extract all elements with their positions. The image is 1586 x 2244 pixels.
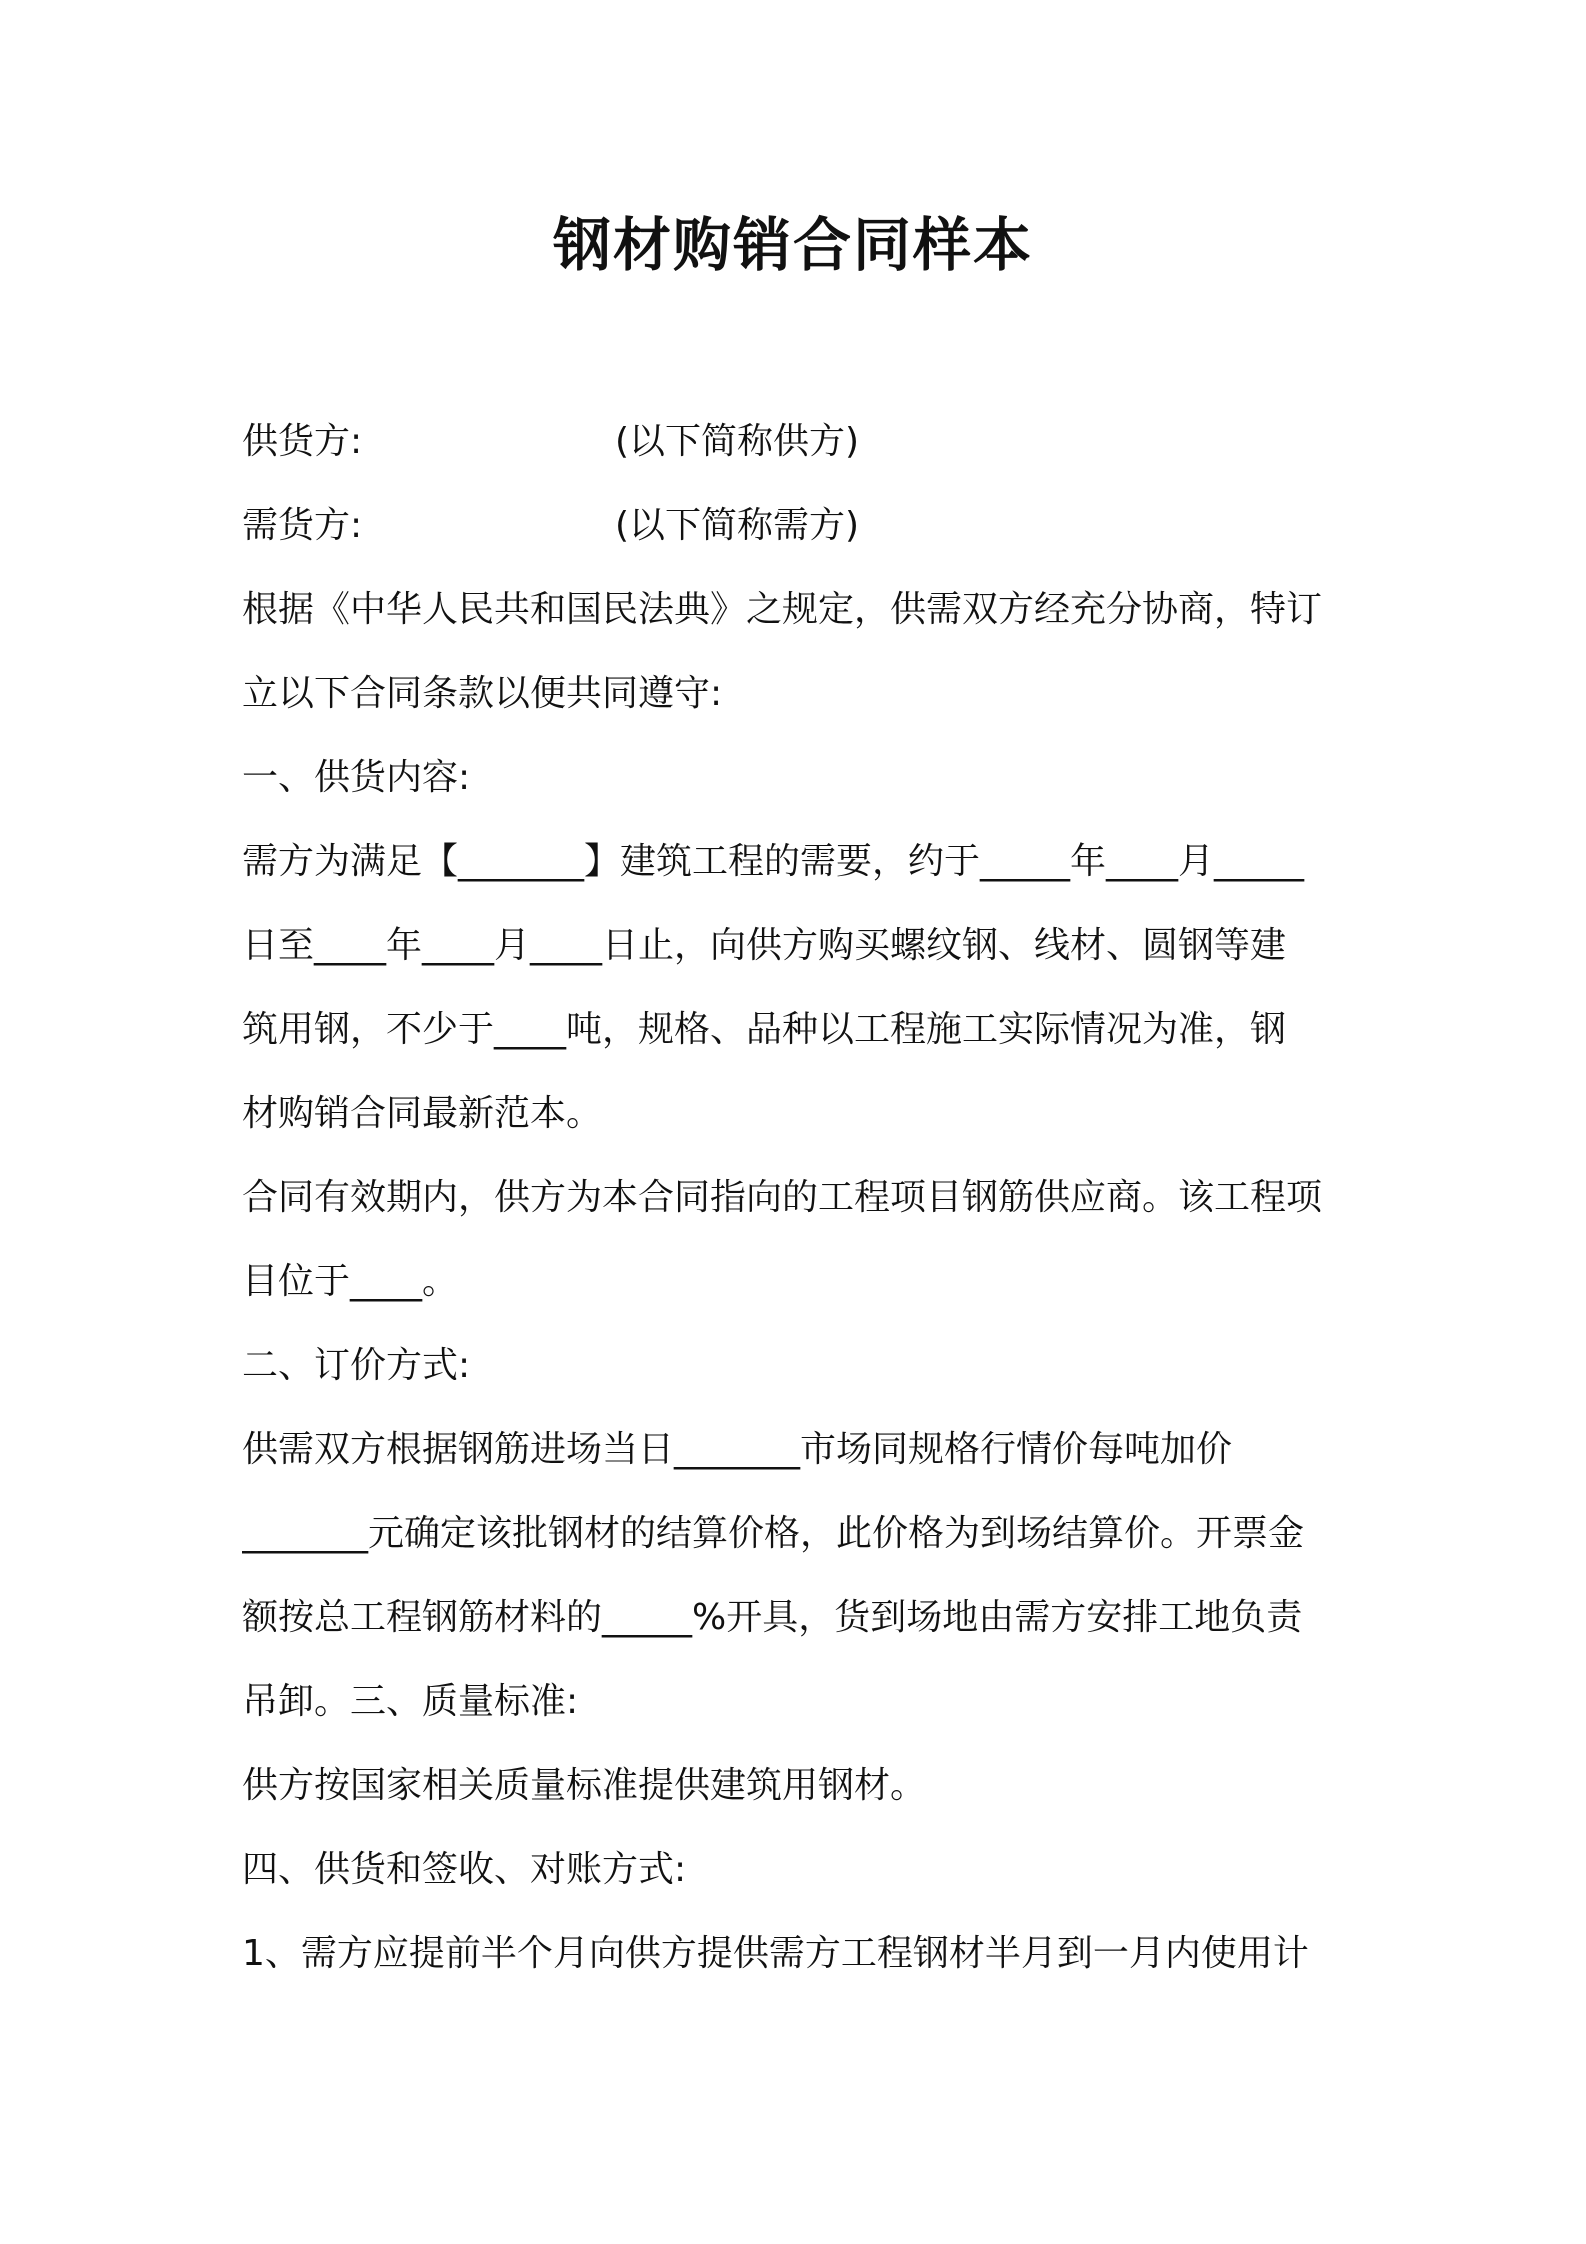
section-heading-delivery: 四、供货和签收、对账方式: — [242, 1849, 687, 1890]
paragraph-line: 额按总工程钢筋材料的_____%开具，货到场地由需方安排工地负责 — [242, 1597, 1303, 1638]
paragraph-line: 1、需方应提前半个月向供方提供需方工程钢材半月到一月内使用计 — [242, 1933, 1309, 1974]
paragraph-line: 立以下合同条款以便共同遵守: — [242, 673, 723, 714]
document-body — [242, 400, 1352, 1996]
paragraph-line: _______元确定该批钢材的结算价格，此价格为到场结算价。开票金 — [242, 1513, 1305, 1554]
paragraph-line: 目位于____。 — [242, 1261, 459, 1302]
section-heading-pricing: 二、订价方式: — [242, 1345, 471, 1386]
buyer-line — [242, 484, 1352, 568]
paragraph-line: 日至____年____月____日止，向供方购买螺纹钢、线材、圆钢等建 — [242, 925, 1287, 966]
paragraph-line: 供方按国家相关质量标准提供建筑用钢材。 — [242, 1765, 927, 1806]
supplier-note: (以下简称供方) — [615, 421, 860, 462]
buyer-note: (以下简称需方) — [615, 505, 860, 546]
paragraph-line: 筑用钢，不少于____吨，规格、品种以工程施工实际情况为准，钢 — [242, 1009, 1287, 1050]
paragraph-line: 吊卸。三、质量标准: — [242, 1681, 579, 1722]
section-heading-supply: 一、供货内容: — [242, 757, 471, 798]
supplier-label: 供货方: — [242, 421, 363, 462]
paragraph-line: 需方为满足【_______】建筑工程的需要，约于_____年____月_____ — [242, 841, 1305, 882]
document-title: 钢材购销合同样本 — [552, 211, 1033, 279]
paragraph-line: 根据《中华人民共和国民法典》之规定，供需双方经充分协商，特订 — [242, 589, 1323, 630]
supplier-line — [242, 400, 1352, 484]
buyer-label: 需货方: — [242, 505, 363, 546]
paragraph-line: 供需双方根据钢筋进场当日_______市场同规格行情价每吨加价 — [242, 1429, 1233, 1470]
paragraph-line: 合同有效期内，供方为本合同指向的工程项目钢筋供应商。该工程项 — [242, 1177, 1323, 1218]
paragraph-line: 材购销合同最新范本。 — [242, 1093, 603, 1134]
